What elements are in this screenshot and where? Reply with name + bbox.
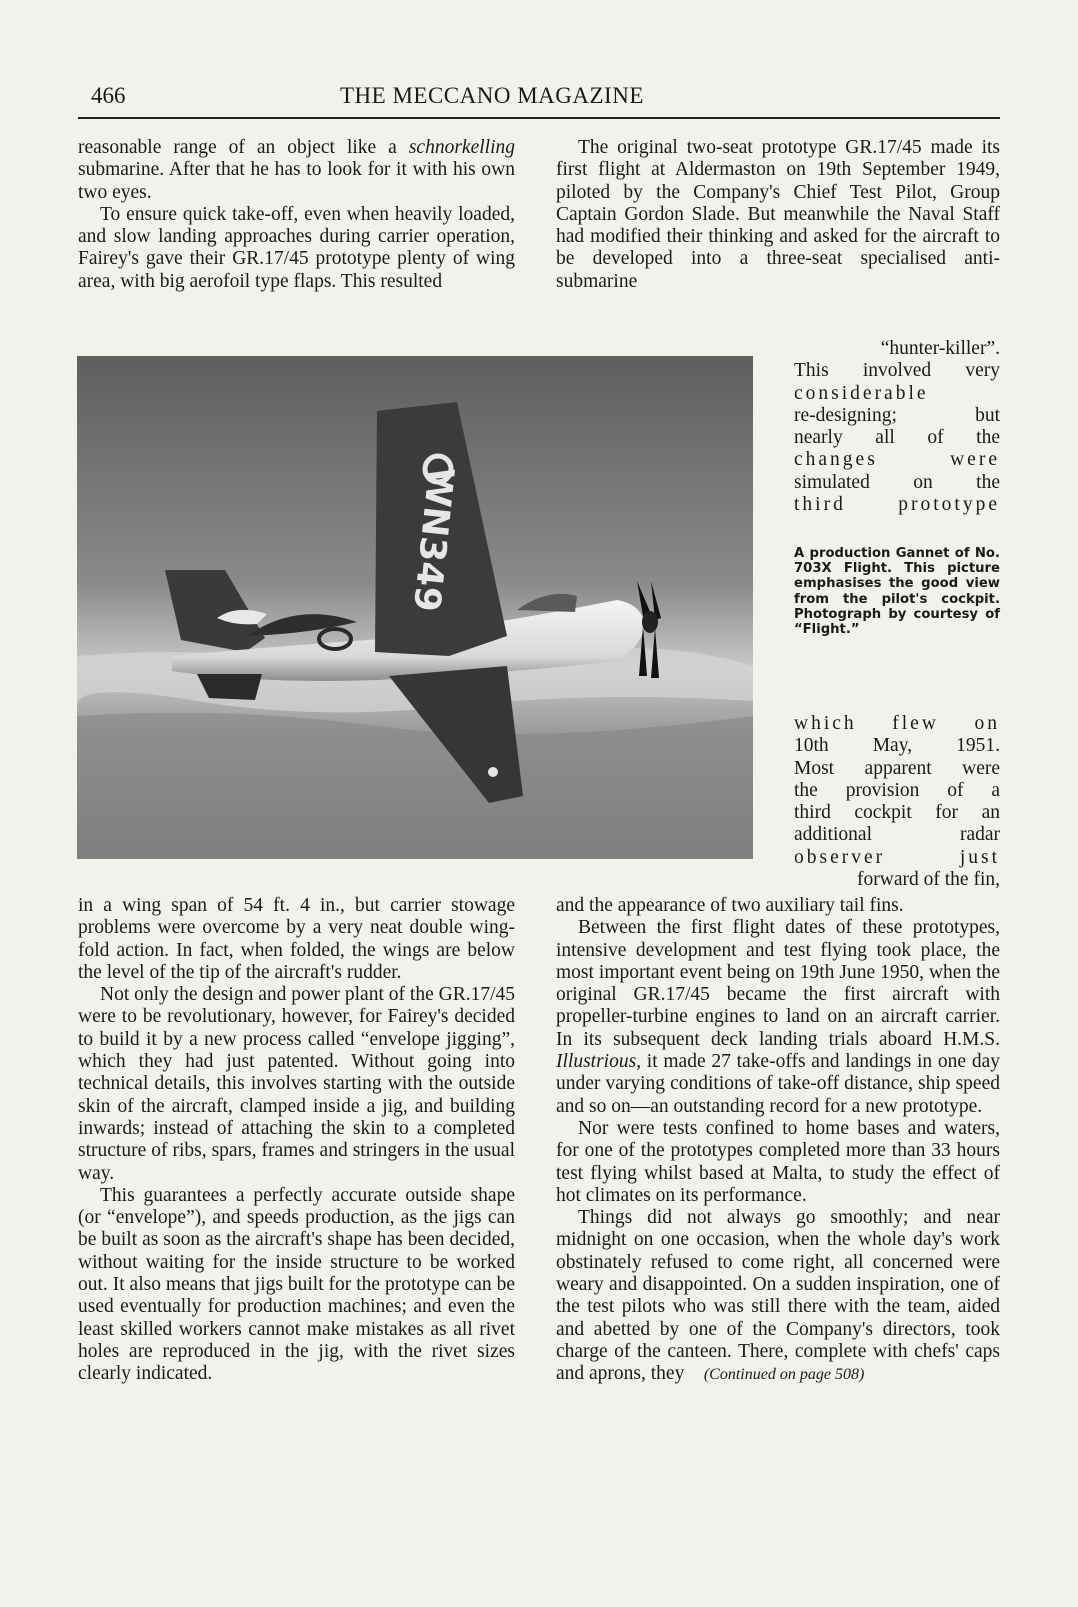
text-line: additional radar	[794, 824, 1000, 846]
right-column-narrow	[794, 338, 1000, 516]
text-line: re-designing; but	[794, 404, 1000, 426]
paragraph	[556, 1207, 1000, 1386]
text-line: 10th May, 1951.	[794, 735, 1000, 757]
left-column-bottom	[78, 895, 515, 1386]
text-line: changes were	[794, 449, 1000, 471]
wing-serial: WN349	[404, 465, 461, 614]
continued-note: (Continued on page 508)	[703, 1366, 865, 1384]
paragraph: Between the first flight dates of these prototypes, intensive development and test flying took place, the most important event being on 19th June 1950, when the original GR.17/45 became the first aircraft with propeller-turbine engines to land on an aircraft carrier. In its subsequent deck landing trials aboard H.M.S. Illustrious, it made 27 take-offs and landings in one day under varying conditions of take-off distance, ship speed and so on—an outstanding record for a new prototype.	[556, 917, 1000, 1117]
paragraph-text: Things did not always go smoothly; and near midnight on one occasion, when the whole day's work obstinately refused to come right, all concerned were weary and disappointed. On a sudden inspiration, one of the test pilots who was still there with the team, aided and abetted by one of the Company's directors, took charge of the canteen. There, complete with chefs' caps and aprons, they	[556, 1207, 1000, 1385]
text-line: which flew on	[794, 713, 1000, 734]
text-line: This involved very	[794, 360, 1000, 382]
text-line: “hunter-killer”.	[880, 338, 1000, 359]
text-line: forward of the fin,	[857, 869, 1000, 891]
text-line: nearly all of the	[794, 427, 1000, 449]
paragraph: Not only the design and power plant of the GR.17/45 were to be revolutionary, however, for Fairey's decided to build it by a new process called “envelope jigging”, which they had just patented. Without going into technical details, this involves starting with the outside skin of the aircraft, clamped inside a jig, and building inwards; instead of attaching the skin to a completed structure of ribs, spars, frames and stringers in the usual way.	[78, 984, 515, 1184]
paragraph: Nor were tests confined to home bases and waters, for one of the prototypes completed more than 33 hours test flying whilst based at Malta, to study the effect of hot climates on its performance.	[556, 1117, 1000, 1206]
paragraph: and the appearance of two auxiliary tail fins.	[556, 895, 904, 916]
text-line: the provision of a	[794, 779, 1000, 801]
text-line: considerable	[794, 382, 929, 404]
page-number: 466	[91, 83, 126, 108]
photo-caption: A production Gannet of No. 703X Flight. This picture emphasises the good view from the pilot's cockpit. Photograph by courtesy of “Flight.”	[794, 546, 1000, 638]
paragraph: The original two-seat prototype GR.17/45 made its first flight at Aldermaston on 19th September 1949, piloted by the Company's Chief Test Pilot, Group Captain Gordon Slade. But meanwhile the Naval Staff had modified their thinking and asked for the aircraft to be developed into a three-seat specialised anti-submarine	[556, 137, 1000, 292]
right-column-narrow-lower	[794, 713, 1000, 891]
text-line: Most apparent were	[794, 757, 1000, 779]
magazine-title: THE MECCANO MAGAZINE	[340, 83, 644, 108]
aircraft-photo	[77, 356, 753, 859]
text-line: third cockpit for an	[794, 802, 1000, 824]
paragraph: reasonable range of an object like a schnorkelling submarine. After that he has to look for it with his own two eyes.	[78, 137, 515, 203]
left-column-top	[78, 137, 515, 293]
paragraph: To ensure quick take-off, even when heavily loaded, and slow landing approaches during carrier operation, Fairey's gave their GR.17/45 prototype plenty of wing area, with big aerofoil type flaps. This resulted	[78, 203, 515, 292]
header-rule	[78, 117, 1000, 119]
paragraph: in a wing span of 54 ft. 4 in., but carrier stowage problems were overcome by a very neat double wing-fold action. In fact, when folded, the wings are below the level of the tip of the aircraft's rudder.	[78, 895, 515, 983]
right-column-top	[556, 137, 1000, 293]
text-line: observer just	[794, 846, 1000, 868]
text-line: third prototype	[794, 494, 1000, 516]
text-line: simulated on the	[794, 471, 1000, 493]
right-column-bottom	[556, 895, 1000, 1387]
paragraph: This guarantees a perfectly accurate outside shape (or “envelope”), and speeds production, as the jigs can be built as soon as the aircraft's shape has been decided, without waiting for the inside structure to be worked out. It also means that jigs built for the prototype can be used eventually for production machines; and even the least skilled workers cannot make mistakes as all rivet holes are reproduced in the jig, with the rivet sizes clearly indicated.	[78, 1184, 515, 1385]
